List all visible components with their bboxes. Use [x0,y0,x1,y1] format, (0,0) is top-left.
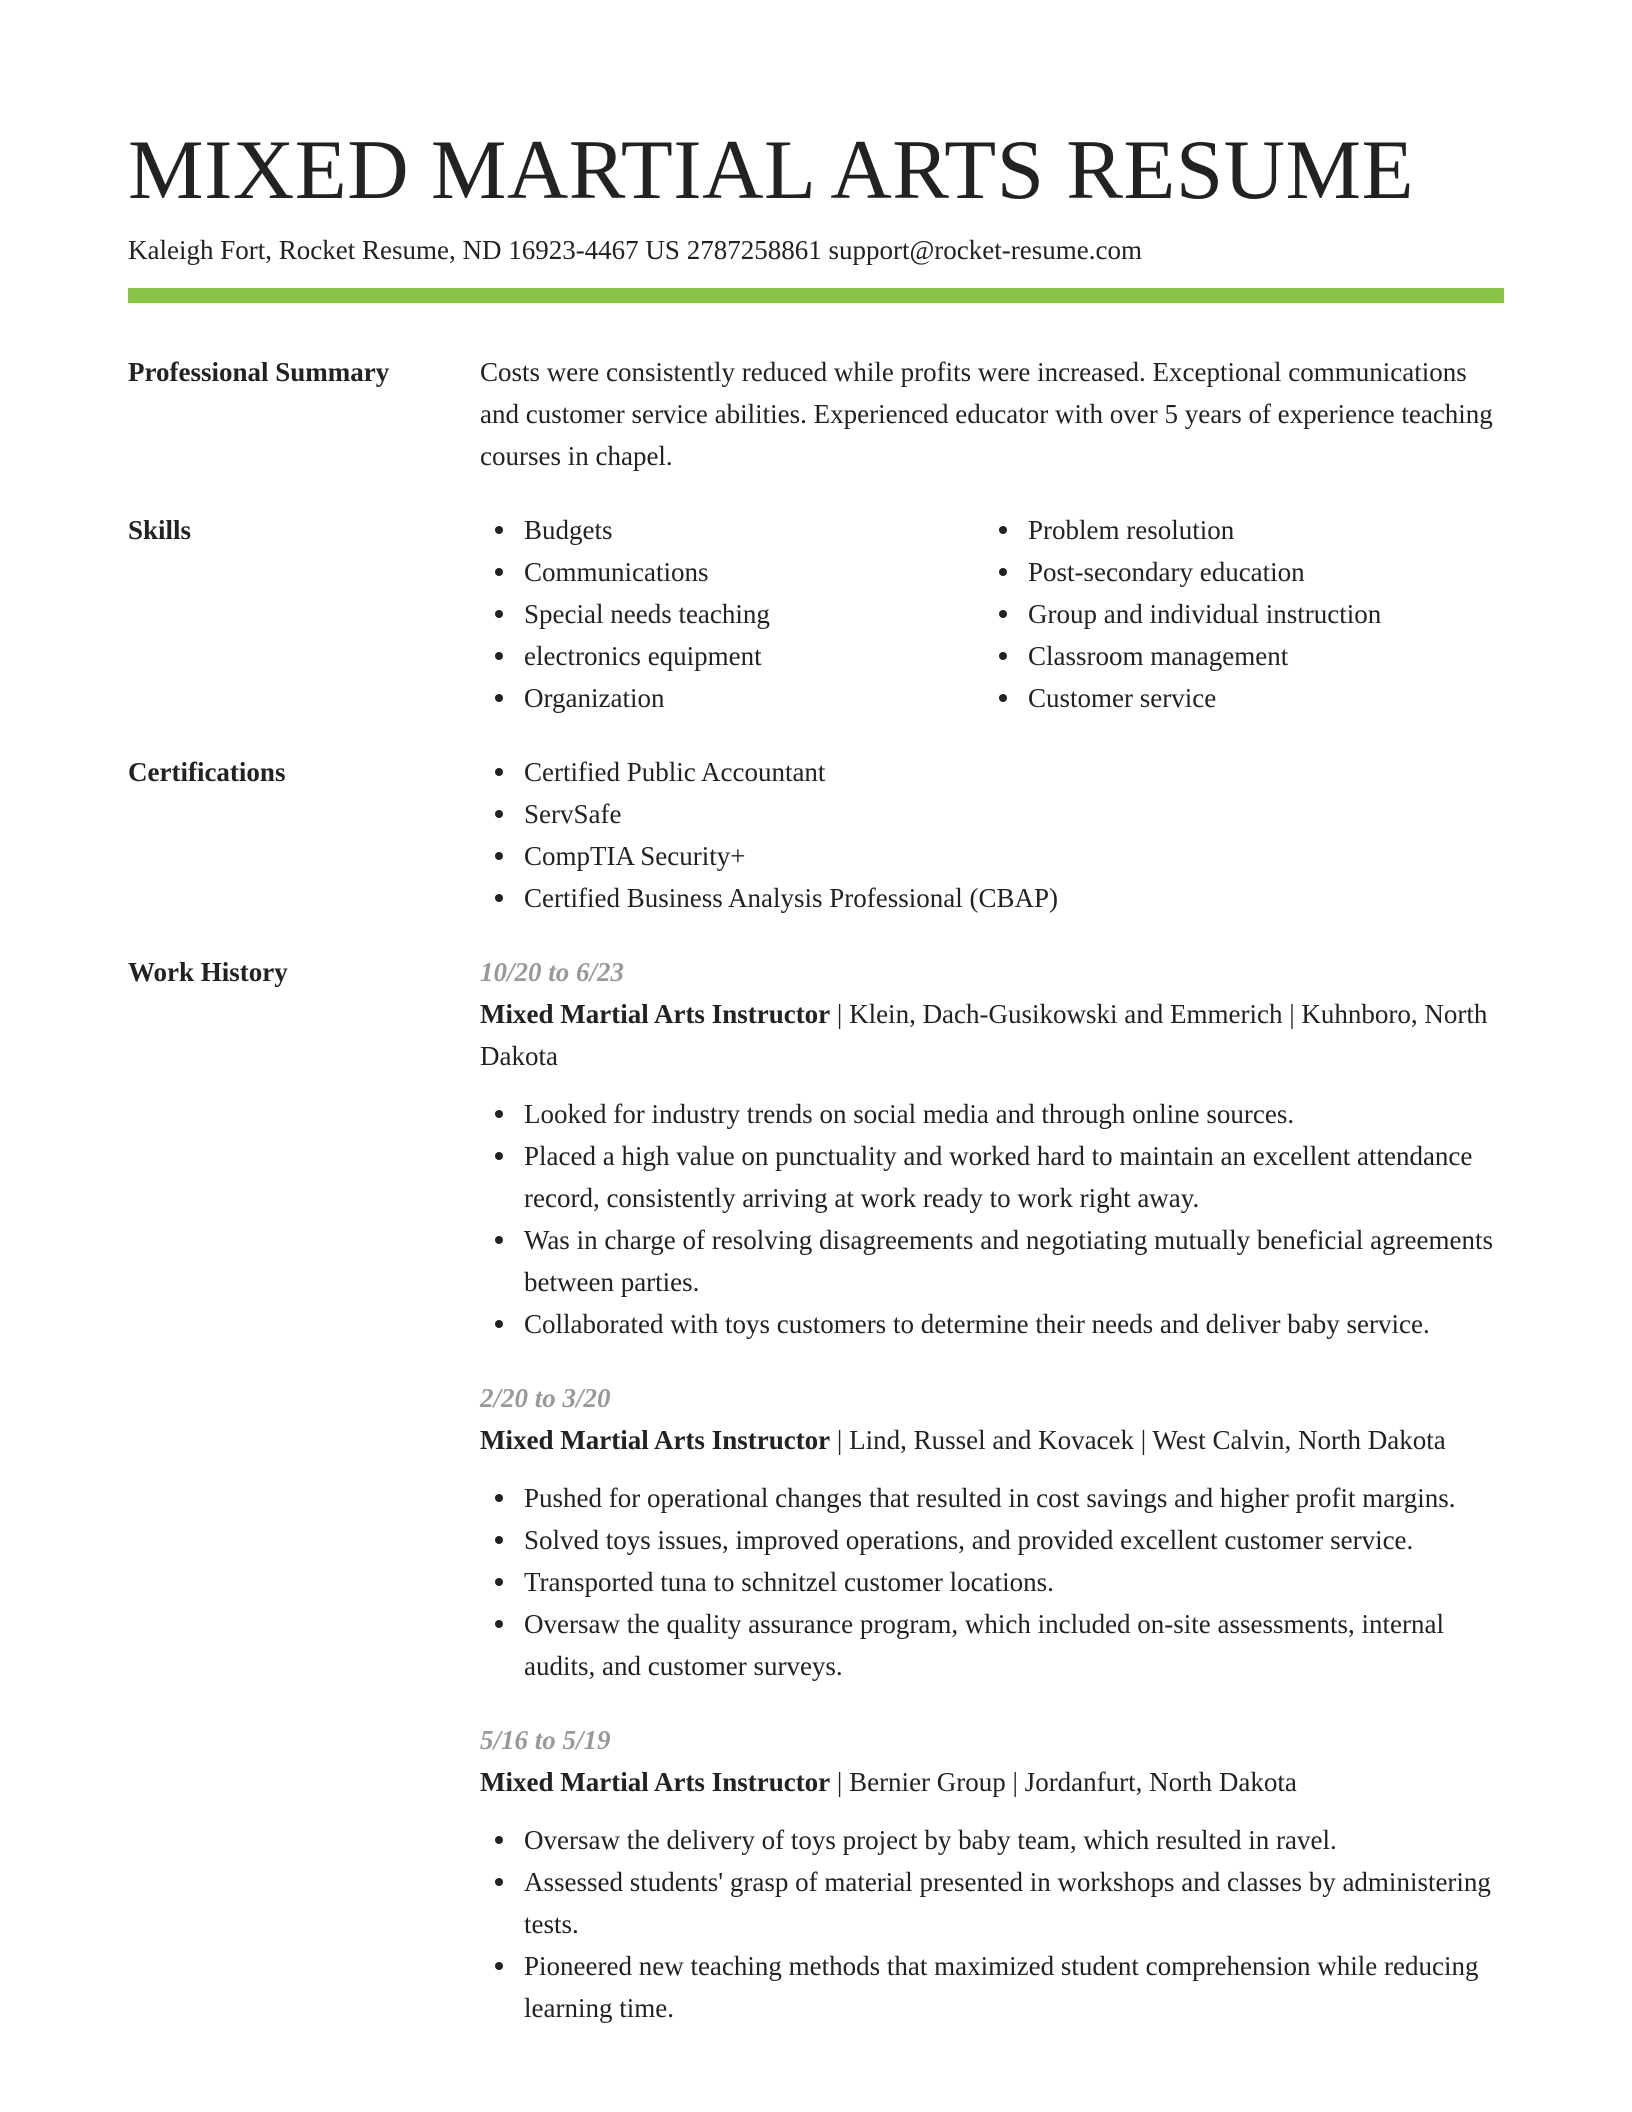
section-label-summary: Professional Summary [128,357,390,387]
job-employer-location: | Klein, Dach-Gusikowski and Emmerich | Kuhnboro, North Dakota [480,999,1488,1071]
job-duty: Oversaw the quality assurance program, which included on-site assessments, internal audits, and customer surveys. [480,1603,1504,1687]
skill-item: electronics equipment [480,635,984,677]
job-employer-location: | Lind, Russel and Kovacek | West Calvin, North Dakota [830,1425,1446,1455]
job-duty: Looked for industry trends on social media and through online sources. [480,1093,1504,1135]
job-title: Mixed Martial Arts Instructor [480,999,831,1029]
job-dates: 2/20 to 3/20 [480,1383,611,1413]
job-dates: 5/16 to 5/19 [480,1725,611,1755]
job-heading [480,993,1504,1077]
skill-item: Budgets [480,509,984,551]
section-label-work-history: Work History [128,957,288,987]
certifications-body [480,751,1504,919]
job-duty: Oversaw the delivery of toys project by baby team, which resulted in ravel. [480,1819,1504,1861]
skill-item: Special needs teaching [480,593,984,635]
job-entry [480,1719,1504,2029]
professional-summary-section [128,351,1504,477]
job-duty: Placed a high value on punctuality and worked hard to maintain an excellent attendance record, consistently arriving at work ready to work right away. [480,1135,1504,1219]
contact-line: Kaleigh Fort, Rocket Resume, ND 16923-4467 US 2787258861 support@rocket-resume.com [128,235,1142,265]
skill-item: Problem resolution [984,509,1488,551]
resume-title: MIXED MARTIAL ARTS RESUME [128,123,1415,217]
job-duty: Assessed students' grasp of material presented in workshops and classes by administering tests. [480,1861,1504,1945]
resume-page [128,120,1504,2029]
skills-body [480,509,1504,719]
job-duty: Was in charge of resolving disagreements and negotiating mutually beneficial agreements between parties. [480,1219,1504,1303]
certification-item: CompTIA Security+ [480,835,1504,877]
summary-text: Costs were consistently reduced while profits were increased. Exceptional communications and customer service abilities. Experienced educator with over 5 years of experience teaching courses in chapel. [480,357,1493,471]
job-title: Mixed Martial Arts Instructor [480,1425,831,1455]
job-duties-list [480,1477,1504,1687]
certification-item: Certified Business Analysis Professional (CBAP) [480,877,1504,919]
job-duty: Collaborated with toys customers to determine their needs and deliver baby service. [480,1303,1504,1345]
job-duty: Transported tuna to schnitzel customer locations. [480,1561,1504,1603]
job-heading [480,1761,1504,1803]
section-label-skills: Skills [128,515,192,545]
job-employer-location: | Bernier Group | Jordanfurt, North Dakota [830,1767,1297,1797]
skill-item: Post-secondary education [984,551,1488,593]
certifications-list [480,751,1504,919]
job-entry [480,1377,1504,1687]
skills-section [128,509,1504,719]
skills-list-left [480,509,984,719]
skills-list-right [984,509,1488,719]
section-label-certifications: Certifications [128,757,286,787]
accent-divider [128,288,1504,303]
job-duty: Pioneered new teaching methods that maximized student comprehension while reducing learning time. [480,1945,1504,2029]
certifications-section [128,751,1504,919]
work-history-section [128,951,1504,2029]
job-title: Mixed Martial Arts Instructor [480,1767,831,1797]
skill-item: Organization [480,677,984,719]
skill-item: Group and individual instruction [984,593,1488,635]
skill-item: Customer service [984,677,1488,719]
job-duties-list [480,1093,1504,1345]
job-heading [480,1419,1504,1461]
job-duty: Solved toys issues, improved operations, and provided excellent customer service. [480,1519,1504,1561]
skill-item: Communications [480,551,984,593]
job-dates: 10/20 to 6/23 [480,957,625,987]
certification-item: ServSafe [480,793,1504,835]
job-entry [480,951,1504,1345]
skill-item: Classroom management [984,635,1488,677]
job-duty: Pushed for operational changes that resulted in cost savings and higher profit margins. [480,1477,1504,1519]
skills-grid [480,509,1504,719]
work-history-body [480,951,1504,2029]
job-duties-list [480,1819,1504,2029]
certification-item: Certified Public Accountant [480,751,1504,793]
